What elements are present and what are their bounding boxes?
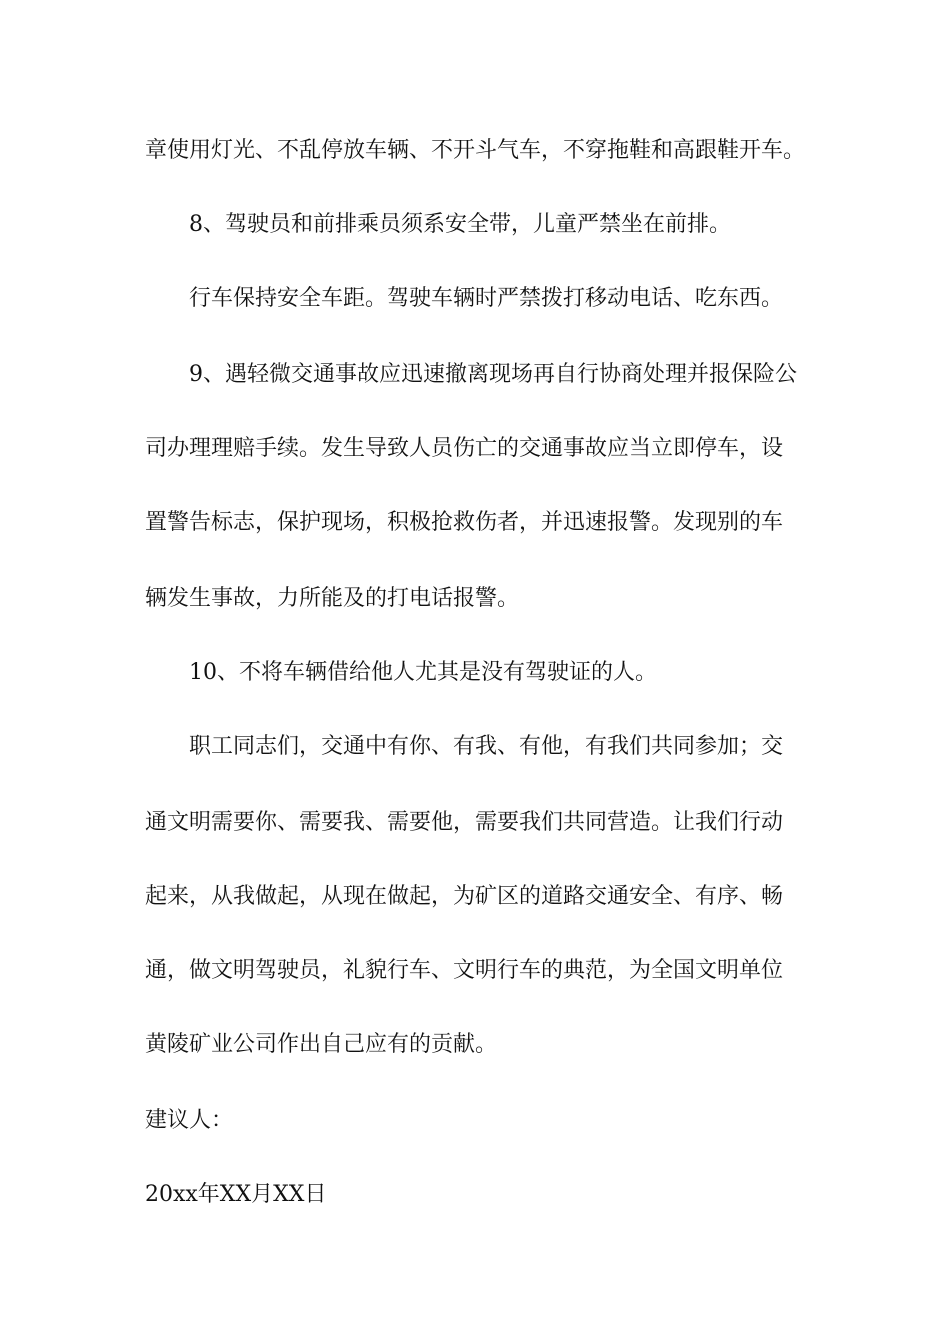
document-date: 20xx年XX月XX日: [145, 1182, 327, 1207]
paragraph-line: 通，做文明驾驶员，礼貌行车、文明行车的典范，为全国文明单位: [145, 958, 784, 983]
paragraph-line: 章使用灯光、不乱停放车辆、不开斗气车，不穿拖鞋和高跟鞋开车。: [145, 138, 806, 163]
paragraph-line: 9、遇轻微交通事故应迅速撤离现场再自行协商处理并报保险公: [189, 362, 797, 387]
paragraph-line: 8、驾驶员和前排乘员须系安全带，儿童严禁坐在前排。: [189, 212, 731, 237]
paragraph-line: 行车保持安全车距。驾驶车辆时严禁拨打移动电话、吃东西。: [189, 286, 784, 311]
paragraph-line: 起来，从我做起，从现在做起，为矿区的道路交通安全、有序、畅: [145, 884, 784, 909]
signer-label: 建议人：: [145, 1108, 234, 1133]
paragraph-line: 司办理理赔手续。发生导致人员伤亡的交通事故应当立即停车，设: [145, 436, 784, 461]
paragraph-line: 通文明需要你、需要我、需要他，需要我们共同营造。让我们行动: [145, 810, 784, 835]
paragraph-line: 辆发生事故，力所能及的打电话报警。: [145, 586, 520, 611]
paragraph-line: 10、不将车辆借给他人尤其是没有驾驶证的人。: [189, 660, 657, 685]
paragraph-line: 黄陵矿业公司作出自己应有的贡献。: [145, 1032, 498, 1057]
paragraph-line: 置警告标志，保护现场，积极抢救伤者，并迅速报警。发现别的车: [145, 510, 784, 535]
paragraph-line: 职工同志们，交通中有你、有我、有他，有我们共同参加；交: [189, 734, 784, 759]
